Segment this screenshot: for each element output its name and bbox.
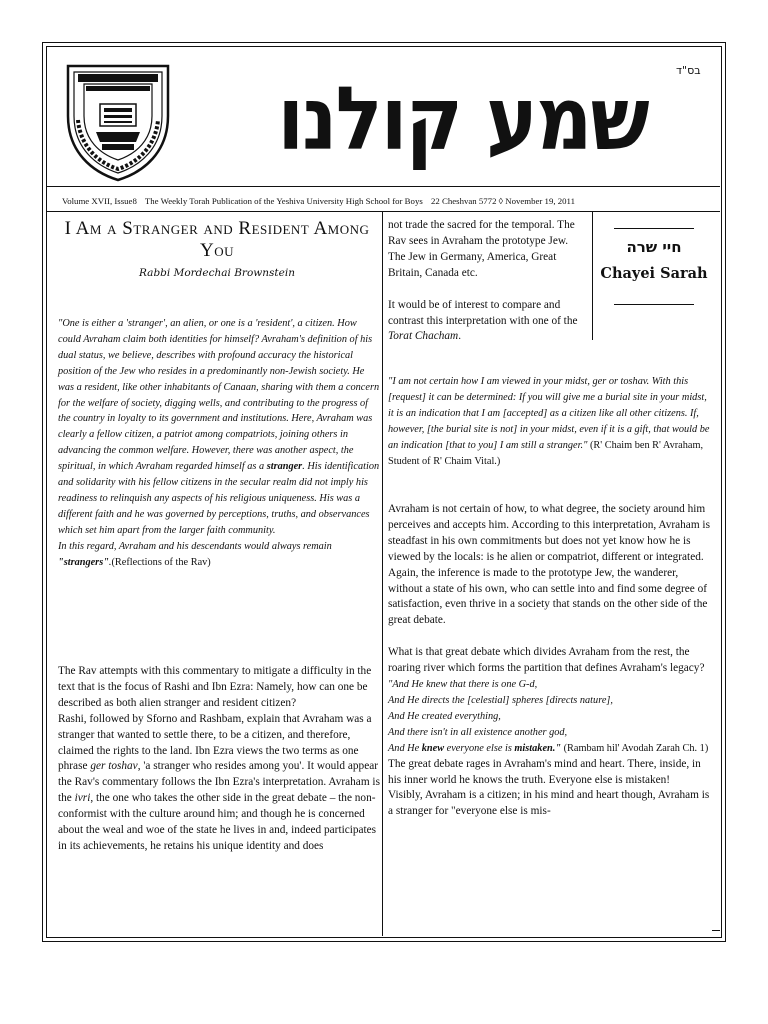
sidebar-rule-top (614, 228, 694, 229)
header-rule-bottom (46, 211, 720, 212)
column-end-mark (712, 930, 720, 931)
header-rule-top (46, 186, 720, 187)
column-divider-left (382, 212, 383, 936)
sidebar-rule-bottom (614, 304, 694, 305)
article-col1-body: The Rav attempts with this commentary to mitigate a difficulty in the text that is the focus of Rashi and Ibn Ezra: Namely, how can one be described as both alien stranger and resident citizen? Rashi, followed by Sforno and Rashbam, explain that Avraham was a stranger that wanted to settle there, to be a citizen, and therefore, claimed the rights to the land. Ibn Ezra views the two terms as one phrase ger toshav, 'a stranger who resides among you'. It would appear the Rav's commentary follows the Ibn Ezra's interpretation. Avraham is the ivri, the one who takes the other side in the great debate – the non-conformist with the culture around him; and though he is concerned about the weal and woe of the state he lives in and, indeed participates in its achievements, he retains his unique identity and does (58, 665, 380, 852)
article-col1-quote: "One is either a 'stranger', an alien, or one is a 'resident', a citizen. How could Avraham claim both identities for himself? Avraham's definition of his dual status, we believe, describes with profound accuracy the historical position of the Jew who resides in a predominantly non-Jewish society. He was a resident, like other inhabitants of Canaan, sharing with them a concern for the welfare of society, digging wells, and contributing to the progress of the country in loyalty to its government and institutions. Here, Avraham was clearly a fellow citizen, a patriot among compatriots, joining others in advancing the common welfare. However, there was another aspect, the spiritual, in which Avraham regarded himself as a stranger. His identification and solidarity with his fellow citizens in the secular realm did not imply his readiness to relinquish any aspects of his religious uniqueness. His was a different faith and he was governed by perceptions, truths, and observances which set him apart from the larger faith community. In this regard, Avraham and his descendants would always remain "strangers".(Reflections of the Rav) (58, 318, 380, 568)
article-title: I Am a Stranger and Resident Among You (64, 218, 370, 261)
article-col2-top: not trade the sacred for the temporal. The Rav sees in Avraham the prototype Jew. The Jew in Germany, America, Great Britain, Canada etc. It would be of interest to compare and contrast this interpretation with one of the Torat Chacham. (388, 219, 578, 343)
parsha-name-english: Chayei Sarah (600, 265, 708, 282)
yeshiva-seal-logo (60, 60, 176, 184)
bsd-mark: בס"ד (676, 64, 701, 77)
volume-issue: Volume XVII, Issue8 (62, 196, 137, 206)
issue-date: 22 Cheshvan 5772 ◊ November 19, 2011 (430, 196, 576, 206)
article-col2-body: Avraham is not certain of how, to what degree, the society around him perceives and accepts him. According to this interpretation, Avraham is steadfast in his own commitments but does not yet know how he is viewed by the locals: is he alien or compatriot, different or integrated. Again, the inference is made to the prototype Jew, the wanderer, without a state of his own, who can settle into and find some degree of satisfaction, even thrive in a society that stands on the other side of the great debate. What is that great debate which divides Avraham from the rest, the roaring river which forms the partition that defines Avraham's legacy? "And He knew that there is one G-d, And He directs the [celestial] spheres [directs nature], And He created everything, And there isn't in all existence another god, And He knew everyone else is mistaken." (Rambam hil' Avodah Zarah Ch. 1) The great debate rages in Avraham's mind and heart. There, inside, in his inner world he knows the truth. Everyone else is mistaken! Visibly, Avraham is a citizen; in his mind and heart though, Avraham is a stranger for "everyone else is mis- (388, 503, 710, 818)
issue-info-line (62, 196, 724, 206)
parsha-name-hebrew: חיי שרה (626, 238, 682, 256)
article-author: Rabbi Mordechai Brownstein (139, 267, 295, 279)
article-col2-quote: "I am not certain how I am viewed in your midst, ger or toshav. With this [request] it can be determined: If you will give me a burial site in your midst, it is an indication that I am [accepted] as a citizen like all other citizens. If, however, [the burial site is not] in your midst, even if it is a gift, that would be an indication [that to you] I am still a stranger." (R' Chaim ben R' Avraham, Student of R' Chaim Vital.) (388, 376, 710, 467)
publication-name: The Weekly Torah Publication of the Yeshiva University High School for Boys (144, 196, 423, 206)
column-divider-sidebar (592, 212, 593, 340)
masthead-title: שמע קולנו (277, 69, 648, 171)
